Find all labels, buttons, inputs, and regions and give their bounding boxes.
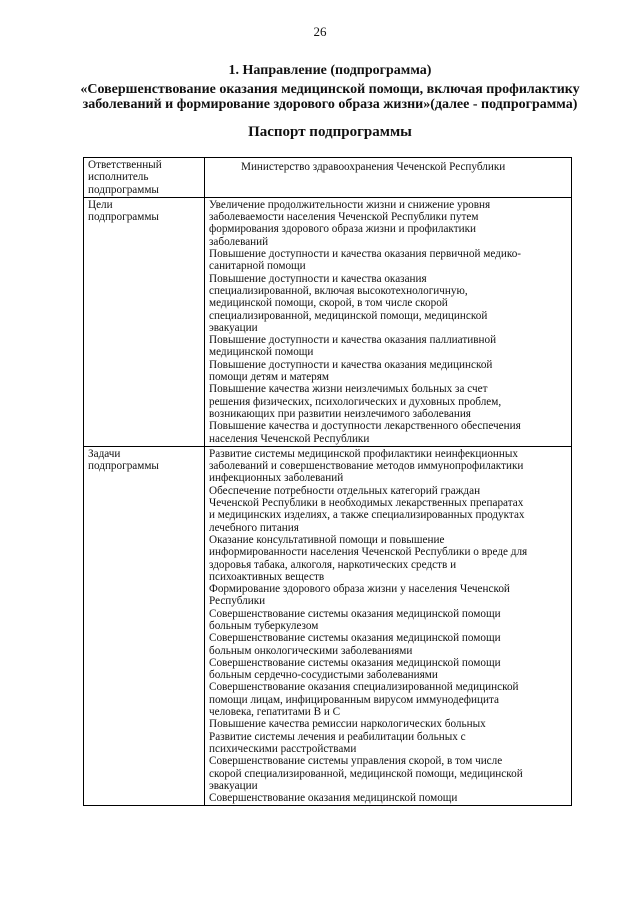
text-line: эвакуации bbox=[209, 321, 258, 334]
text-line: Повышение качества ремиссии наркологических больных bbox=[209, 718, 486, 731]
text-line: помощи детям и матерям bbox=[209, 371, 329, 384]
label-line: Цели bbox=[88, 198, 113, 211]
text-line: специализированной, включая высокотехнологичную, bbox=[209, 284, 468, 297]
text-line: формирования здорового образа жизни и профилактики bbox=[209, 223, 476, 236]
text-line: заболеваний и совершенствование методов иммунопрофилактики bbox=[209, 460, 524, 473]
text-line: Совершенствование оказания специализированной медицинской bbox=[209, 681, 519, 694]
text-line: Повышение доступности и качества оказания первичной медико- bbox=[209, 248, 522, 261]
text-line: инфекционных заболеваний bbox=[209, 472, 344, 485]
row-label-responsible bbox=[88, 159, 201, 196]
section-heading: 1. Направление (подпрограмма) bbox=[228, 63, 432, 78]
text-line: больным туберкулезом bbox=[209, 619, 319, 632]
text-line: Чеченской Республики в необходимых лекарственных препаратах bbox=[209, 497, 524, 510]
text-line: медицинской помощи, скорой, в том числе скорой bbox=[209, 297, 448, 310]
text-line: эвакуации bbox=[209, 779, 258, 792]
text-line: Повышение доступности и качества оказания медицинской bbox=[209, 358, 493, 371]
text-line: Развитие системы лечения и реабилитации больных с bbox=[209, 730, 466, 743]
text-line: психическими расстройствами bbox=[209, 742, 357, 755]
text-line: больным сердечно-сосудистыми заболеваниями bbox=[209, 669, 438, 682]
passport-table bbox=[83, 157, 572, 806]
text-line: Повышение качества жизни неизлечимых больных за счет bbox=[209, 383, 488, 396]
text-line: Совершенствование системы оказания медицинской помощи bbox=[209, 656, 501, 669]
label-cell bbox=[84, 197, 205, 446]
label-line: подпрограммы bbox=[88, 211, 159, 224]
text-line: населения Чеченской Республики bbox=[209, 432, 370, 445]
text-line: и медицинских изделиях, а также специализированных продуктах bbox=[209, 509, 525, 522]
text-line: Оказание консультативной помощи и повышение bbox=[209, 533, 445, 546]
text-line: возникающих при развитии неизлечимого заболевания bbox=[209, 407, 471, 420]
text-line: Повышение доступности и качества оказания bbox=[209, 272, 427, 285]
label-line: исполнитель bbox=[88, 171, 149, 184]
text-line: человека, гепатитами В и С bbox=[209, 706, 341, 719]
text-line: здоровья табака, алкоголя, наркотических средств и bbox=[209, 558, 457, 571]
text-line: Развитие системы медицинской профилактики неинфекционных bbox=[209, 447, 518, 460]
text-line: Обеспечение потребности отдельных категорий граждан bbox=[209, 484, 481, 497]
row-label-goals bbox=[88, 199, 201, 224]
text-line: скорой специализированной, медицинской помощи, медицинской bbox=[209, 767, 523, 780]
text-line: больным онкологическими заболеваниями bbox=[209, 644, 413, 657]
text-line: заболеваний bbox=[209, 235, 269, 248]
table-row-tasks bbox=[84, 446, 572, 806]
tasks-value bbox=[205, 446, 572, 806]
page-number: 26 bbox=[313, 24, 327, 39]
label-line: Ответственный bbox=[88, 159, 162, 171]
text-line: Республики bbox=[209, 595, 266, 608]
text-line: заболеваемости населения Чеченской Республики путем bbox=[209, 211, 479, 224]
text-line: Увеличение продолжительности жизни и снижение уровня bbox=[209, 198, 491, 211]
text-line: информированности населения Чеченской Республики о вреде для bbox=[209, 546, 528, 559]
text-line: Повышение качества и доступности лекарственного обеспечения bbox=[209, 420, 521, 433]
goals-value bbox=[205, 197, 572, 446]
text-line: Повышение доступности и качества оказания паллиативной bbox=[209, 334, 497, 347]
text-line: Совершенствование системы оказания медицинской помощи bbox=[209, 607, 501, 620]
label-line: подпрограммы bbox=[88, 460, 159, 473]
label-cell bbox=[84, 158, 205, 198]
table-row-responsible bbox=[84, 158, 572, 198]
text-line: Формирование здорового образа жизни у населения Чеченской bbox=[209, 583, 510, 596]
passport-title: Паспорт подпрограммы bbox=[248, 124, 412, 140]
text-line: Совершенствование системы оказания медицинской помощи bbox=[209, 632, 501, 645]
text-line: психоактивных веществ bbox=[209, 570, 325, 583]
text-line: Совершенствование оказания медицинской помощи bbox=[209, 792, 458, 805]
row-label-tasks bbox=[88, 448, 201, 473]
subprogram-title: «Совершенствование оказания медицинской помощи, включая профилактику заболеваний и формирование здорового образа жизни»(далее - подпрограмма) bbox=[80, 82, 580, 112]
responsible-value: Министерство здравоохранения Чеченской Республики bbox=[205, 158, 572, 198]
text-line: решения физических, психологических и духовных проблем, bbox=[209, 395, 502, 408]
text-line: медицинской помощи bbox=[209, 346, 314, 359]
table-row-goals bbox=[84, 197, 572, 446]
text-line: Совершенствование системы управления скорой, в том числе bbox=[209, 755, 503, 768]
label-line: Задачи bbox=[88, 447, 121, 460]
text-line: лечебного питания bbox=[209, 521, 299, 534]
text-line: санитарной помощи bbox=[209, 260, 306, 273]
text-line: помощи лицам, инфицированным вирусом иммунодефицита bbox=[209, 693, 500, 706]
text-line: специализированной, медицинской помощи, медицинской bbox=[209, 309, 488, 322]
label-cell bbox=[84, 446, 205, 806]
label-line: подпрограммы bbox=[88, 183, 159, 196]
